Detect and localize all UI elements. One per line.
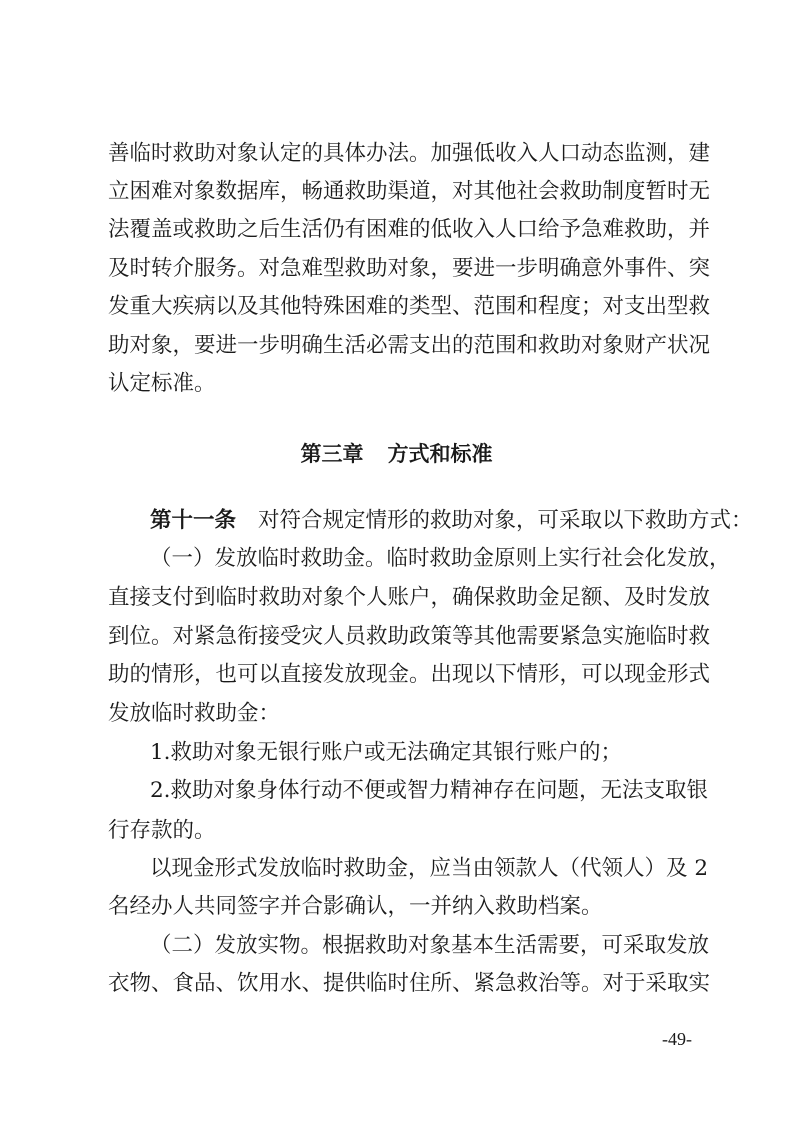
text-line: 名经办人共同签字并合影确认，一并纳入救助档案。: [108, 894, 603, 919]
text-line: 助对象，要进一步明确生活必需支出的范围和救助对象财产状况: [108, 333, 711, 358]
text-line: 行存款的。: [108, 818, 216, 843]
chapter-heading: [0, 438, 793, 468]
text-line: 到位。对紧急衔接受灾人员救助政策等其他需要紧急实施临时救: [108, 624, 711, 649]
text-line: 衣物、食品、饮用水、提供临时住所、紧急救治等。对于采取实: [108, 971, 711, 996]
text-line: 认定标准。: [108, 371, 216, 396]
text-line: 法覆盖或救助之后生活仍有困难的低收入人口给予急难救助，并: [108, 217, 711, 242]
article-text: 对符合规定情形的救助对象，可采取以下救助方式：: [258, 508, 753, 533]
text-line: 善临时救助对象认定的具体办法。加强低收入人口动态监测，建: [108, 141, 711, 166]
text-line: 1.救助对象无银行账户或无法确定其银行账户的；: [150, 740, 623, 765]
page-number: -49-: [662, 1029, 692, 1049]
text-line: （二）发放实物。根据救助对象基本生活需要，可采取发放: [150, 933, 710, 958]
chapter-title: 方式和标准: [387, 442, 493, 466]
text-line: （一）发放临时救助金。临时救助金原则上实行社会化发放，: [150, 546, 731, 571]
text-line: 发重大疾病以及其他特殊困难的类型、范围和程度；对支出型救: [108, 294, 711, 319]
text-line: 助的情形，也可以直接发放现金。出现以下情形，可以现金形式: [108, 662, 711, 687]
text-line: 发放临时救助金：: [108, 701, 281, 726]
text-line: 以现金形式发放临时救助金，应当由领款人（代领人）及 2: [150, 856, 709, 881]
chapter-number: 第三章: [300, 442, 364, 466]
text-line: 直接支付到临时救助对象个人账户，确保救助金足额、及时发放: [108, 585, 711, 610]
text-line: 2.救助对象身体行动不便或智力精神存在问题，无法支取银: [150, 778, 709, 803]
text-line: 立困难对象数据库，畅通救助渠道，对其他社会救助制度暂时无: [108, 179, 711, 204]
article-label: 第十一条: [150, 508, 237, 533]
text-line: 及时转介服务。对急难型救助对象，要进一步明确意外事件、突: [108, 256, 711, 281]
article-11: [150, 506, 753, 536]
